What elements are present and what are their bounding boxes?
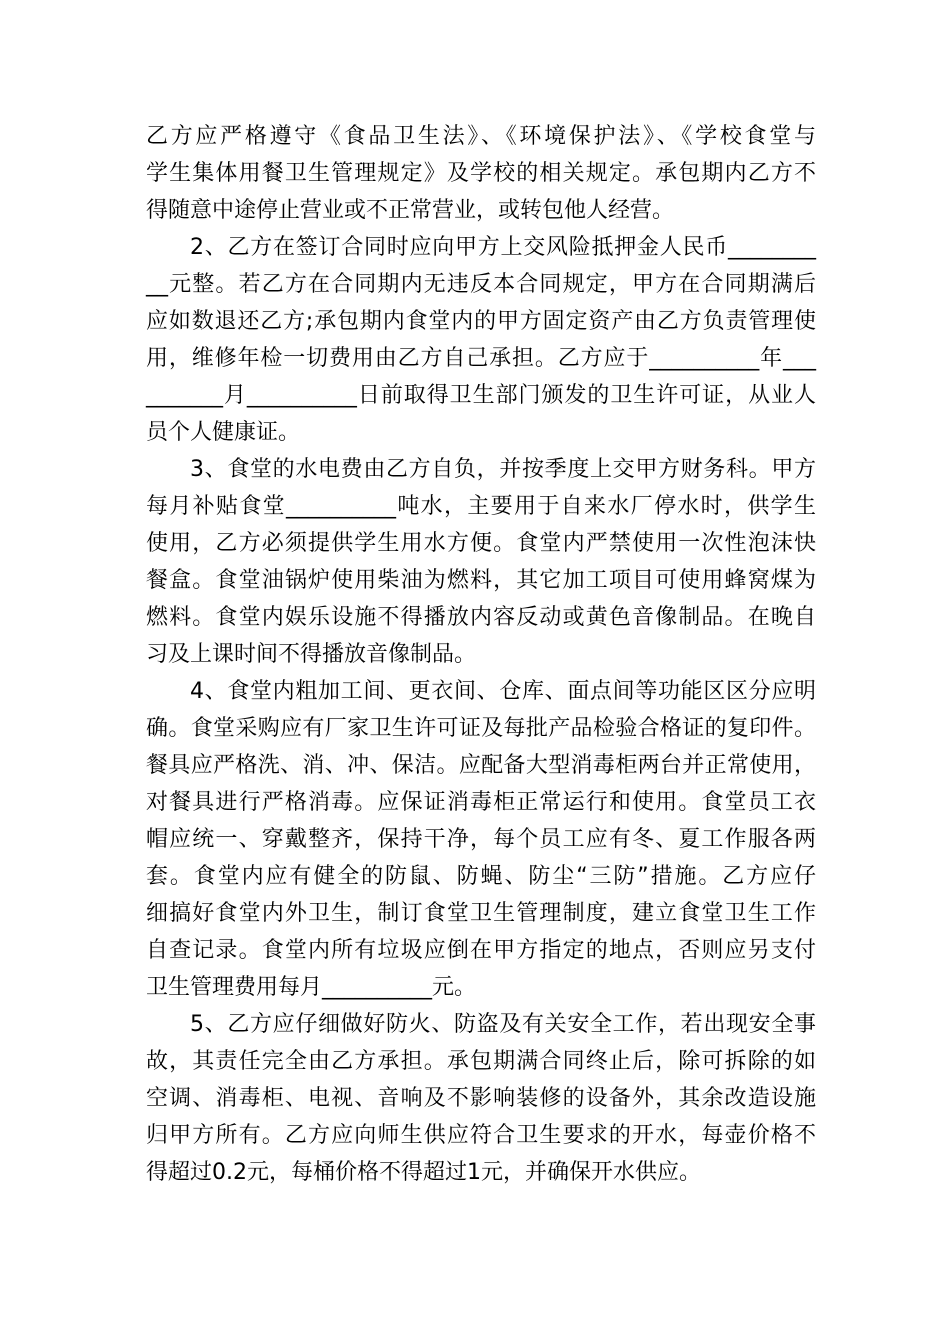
clause-5-start: 5、乙方应仔细做好防火、防盗及有关安全工作，若出现安全事 <box>190 1012 816 1037</box>
text-line: 用，维修年检一切费用由乙方自己承担。乙方应于__________年___ <box>146 346 816 371</box>
text-line: 故，其责任完全由乙方承担。承包期满合同终止后，除可拆除的如 <box>146 1049 816 1074</box>
document-body <box>146 118 816 1191</box>
text-line: 得超过0.2元，每桶价格不得超过1元，并确保开水供应。 <box>146 1160 701 1185</box>
text-line: 确。食堂采购应有厂家卫生许可证及每批产品检验合格证的复印件。 <box>146 716 816 741</box>
text-line: 餐盒。食堂油锅炉使用柴油为燃料，其它加工项目可使用蜂窝煤为 <box>146 568 816 593</box>
text-line: 每月补贴食堂__________吨水，主要用于自来水厂停水时，供学生 <box>146 494 816 519</box>
text-line: 得随意中途停止营业或不正常营业，或转包他人经营。 <box>146 198 675 223</box>
text-line: 使用，乙方必须提供学生用水方便。食堂内严禁使用一次性泡沫快 <box>146 531 816 556</box>
text-line: 员个人健康证。 <box>146 420 301 445</box>
text-line: 学生集体用餐卫生管理规定》及学校的相关规定。承包期内乙方不 <box>146 161 816 186</box>
text-line: 餐具应严格洗、消、冲、保洁。应配备大型消毒柜两台并正常使用， <box>146 753 816 778</box>
text-line: _______月__________日前取得卫生部门颁发的卫生许可证，从业人 <box>146 383 816 408</box>
text-line: 空调、消毒柜、电视、音响及不影响装修的设备外，其余改造设施 <box>146 1086 816 1111</box>
text-line: 应如数退还乙方;承包期内食堂内的甲方固定资产由乙方负责管理使 <box>146 309 816 334</box>
text-line: 帽应统一、穿戴整齐，保持干净，每个员工应有冬、夏工作服各两 <box>146 827 816 852</box>
text-line: 卫生管理费用每月__________元。 <box>146 975 477 1000</box>
text-line: 燃料。食堂内娱乐设施不得播放内容反动或黄色音像制品。在晚自 <box>146 605 816 630</box>
text-line: 对餐具进行严格消毒。应保证消毒柜正常运行和使用。食堂员工衣 <box>146 790 816 815</box>
text-line: 习及上课时间不得播放音像制品。 <box>146 642 477 667</box>
clause-3-start: 3、食堂的水电费由乙方自负，并按季度上交甲方财务科。甲方 <box>190 457 816 482</box>
clause-2-start: 2、乙方在签订合同时应向甲方上交风险抵押金人民币________ <box>190 235 816 260</box>
text-line: 自查记录。食堂内所有垃圾应倒在甲方指定的地点，否则应另支付 <box>146 938 816 963</box>
text-line: 套。食堂内应有健全的防鼠、防蝇、防尘“三防”措施。乙方应仔 <box>146 864 816 889</box>
text-line: 细搞好食堂内外卫生，制订食堂卫生管理制度，建立食堂卫生工作 <box>146 901 816 926</box>
clause-4-start: 4、食堂内粗加工间、更衣间、仓库、面点间等功能区区分应明 <box>190 679 816 704</box>
text-line: 归甲方所有。乙方应向师生供应符合卫生要求的开水，每壶价格不 <box>146 1123 816 1148</box>
text-line: 乙方应严格遵守《食品卫生法》、《环境保护法》、《学校食堂与 <box>146 124 816 149</box>
text-line: __元整。若乙方在合同期内无违反本合同规定，甲方在合同期满后 <box>146 272 816 297</box>
